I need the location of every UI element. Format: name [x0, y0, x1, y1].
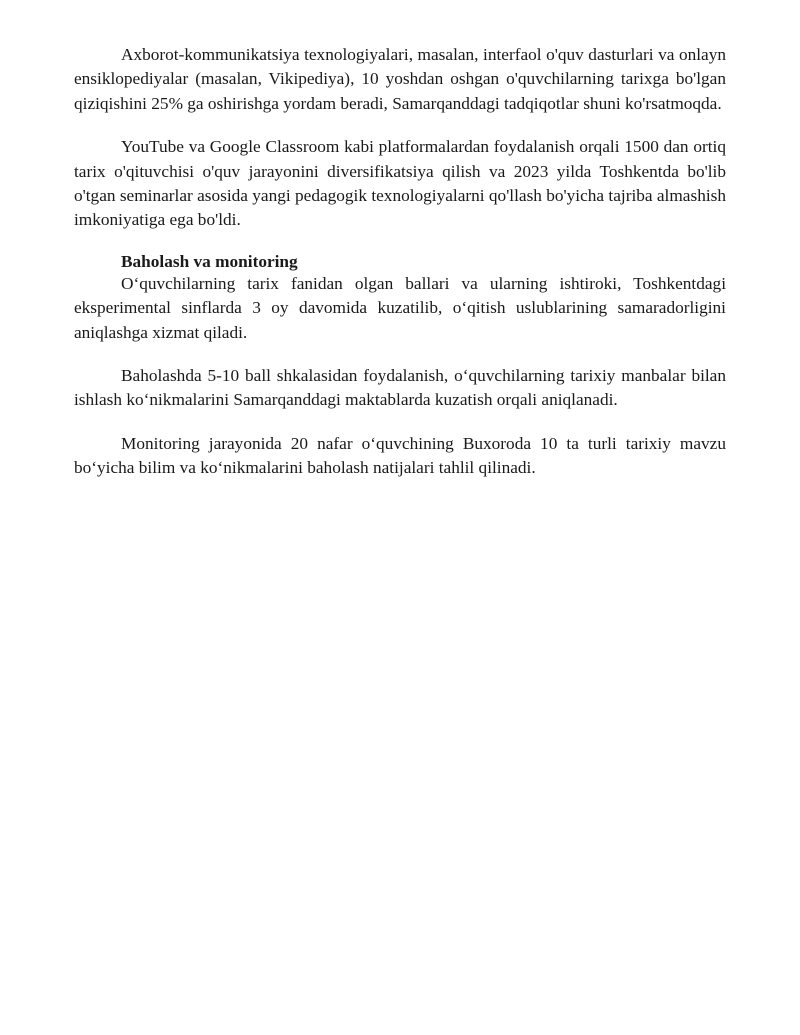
paragraph-ict-interest: Axborot-kommunikatsiya texnologiyalari, masalan, interfaol o'quv dasturlari va onlayn ensiklopediyalar (masalan, Vikipediya), 10 yoshdan oshgan o'quvchilarning tarixga bo'lgan qiziqishini 25% ga oshirishga yordam beradi, Samarqanddagi tadqiqotlar shuni ko'rsatmoqda. [74, 45, 726, 113]
section-heading: Baholash va monitoring [121, 251, 298, 271]
paragraph-platforms-teachers: YouTube va Google Classroom kabi platformalardan foydalanish orqali 1500 dan ortiq tarix o'qituvchisi o'quv jarayonini diversifikatsiya qilish va 2023 yilda Toshkentda bo'lib o'tgan seminarlar asosida yangi pedagogik texnologiyalarni qo'llash bo'yicha tajriba almashish imkoniyatiga ega bo'ldi. [74, 137, 726, 230]
document-body [74, 43, 726, 500]
paragraph-monitoring-results: Monitoring jarayonida 20 nafar o‘quvchining Buxoroda 10 ta turli tarixiy mavzu bo‘yicha bilim va ko‘nikmalarini baholash natijalari tahlil qilinadi. [74, 433, 726, 478]
paragraph-grading-scale: Baholashda 5-10 ball shkalasidan foydalanish, o‘quvchilarning tarixiy manbalar bilan ishlash ko‘nikmalarini Samarqanddagi maktablarda kuzatish orqali aniqlanadi. [74, 366, 726, 410]
paragraph-student-scores: O‘quvchilarning tarix fanidan olgan ballari va ularning ishtiroki, Toshkentdagi eksperimental sinflarda 3 oy davomida kuzatilib, o‘qitish uslublarining samaradorligini aniqlashga xizmat qiladi. [74, 273, 726, 342]
